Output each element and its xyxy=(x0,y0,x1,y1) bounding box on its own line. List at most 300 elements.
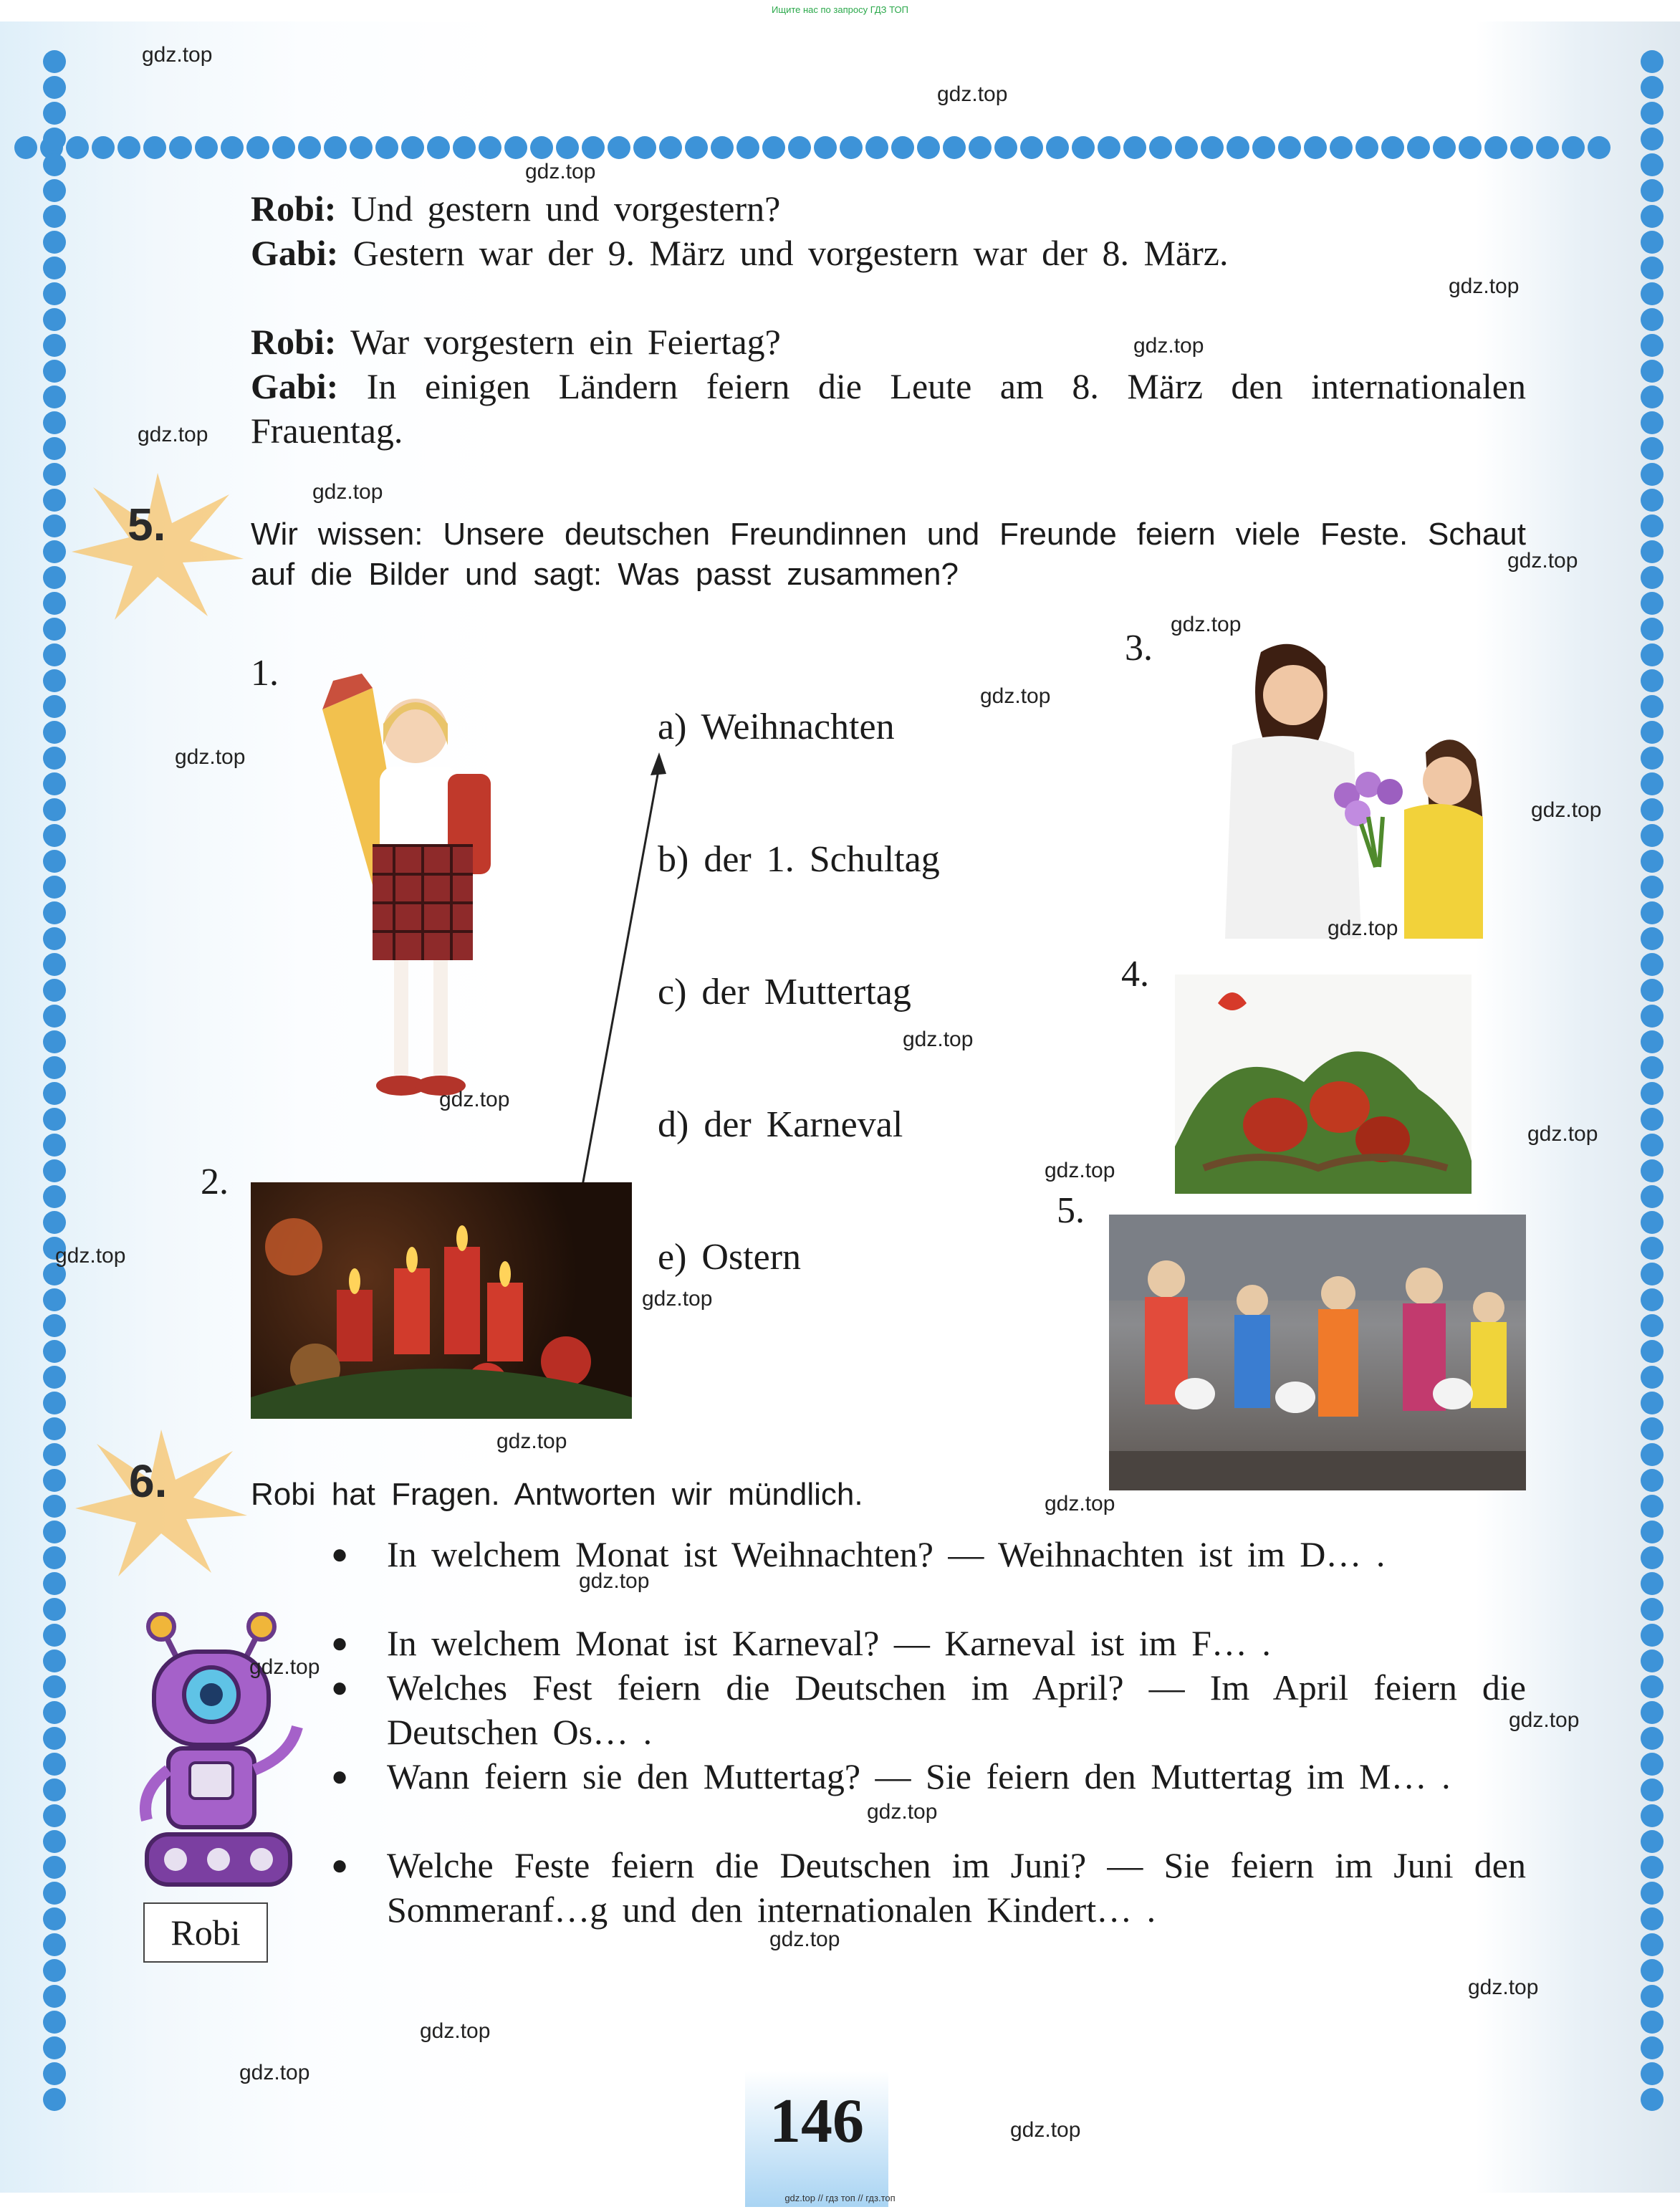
border-dot xyxy=(43,592,66,615)
border-dot xyxy=(994,136,1017,159)
border-dot xyxy=(43,50,66,73)
border-dot xyxy=(530,136,553,159)
question-2 xyxy=(331,1621,1526,1665)
border-dot xyxy=(43,1624,66,1647)
border-dot xyxy=(1641,2088,1664,2111)
page-number-tab xyxy=(745,2071,888,2207)
border-dot xyxy=(43,1521,66,1543)
task-number-6: 6. xyxy=(129,1455,168,1507)
textbook-page xyxy=(0,21,1680,2193)
border-dot xyxy=(43,1495,66,1518)
border-dot xyxy=(1641,1237,1664,1260)
watermark: gdz.top xyxy=(312,480,383,504)
border-dot xyxy=(43,721,66,744)
border-dot xyxy=(43,566,66,589)
border-dot xyxy=(43,1778,66,1801)
carnival-clowns-icon xyxy=(1109,1215,1526,1490)
border-dot xyxy=(1641,979,1664,1002)
border-dot xyxy=(43,876,66,899)
border-dot xyxy=(1304,136,1327,159)
border-dot xyxy=(711,136,734,159)
picture-number-5: 5. xyxy=(1057,1190,1085,1231)
border-dot xyxy=(43,850,66,873)
border-dot xyxy=(43,540,66,563)
border-dot xyxy=(43,772,66,795)
border-dot xyxy=(195,136,218,159)
border-dot xyxy=(43,2011,66,2034)
border-dot xyxy=(1641,1804,1664,1827)
border-dot xyxy=(788,136,811,159)
bullet-icon: ● xyxy=(331,1538,349,1570)
question-5 xyxy=(331,1843,1526,1932)
border-dot xyxy=(1355,136,1378,159)
border-dot xyxy=(117,136,140,159)
border-dot xyxy=(1641,257,1664,279)
border-dot xyxy=(43,1159,66,1182)
border-dot xyxy=(43,618,66,641)
border-dot xyxy=(43,643,66,666)
question-3 xyxy=(331,1665,1526,1754)
border-dot xyxy=(43,1675,66,1698)
border-dot xyxy=(1641,1340,1664,1363)
border-dot xyxy=(1641,772,1664,795)
border-dot xyxy=(43,1701,66,1724)
line-text: Gestern war der 9. März und vorgestern war der 8. März. xyxy=(352,233,1229,273)
dialogue-line-4 xyxy=(251,364,1526,453)
picture-number-1: 1. xyxy=(251,653,279,694)
border-dot xyxy=(1641,489,1664,512)
border-dot xyxy=(43,1804,66,1827)
border-dot xyxy=(1381,136,1404,159)
border-dot xyxy=(1641,386,1664,408)
border-dot xyxy=(298,136,321,159)
border-dot xyxy=(1641,1933,1664,1956)
border-dot xyxy=(43,2062,66,2085)
border-dot xyxy=(43,153,66,176)
watermark: gdz.top xyxy=(1133,334,1204,358)
border-dot xyxy=(1641,179,1664,202)
border-dot xyxy=(43,128,66,150)
border-dot xyxy=(14,136,37,159)
border-dot xyxy=(1641,2036,1664,2059)
border-dot xyxy=(43,2036,66,2059)
border-dot xyxy=(43,411,66,434)
border-dot xyxy=(43,1572,66,1595)
border-dot xyxy=(43,1753,66,1776)
border-dot xyxy=(1175,136,1198,159)
border-dot xyxy=(1641,824,1664,847)
border-dot xyxy=(43,1907,66,1930)
border-dot xyxy=(917,136,940,159)
border-dot xyxy=(1641,695,1664,718)
task6-instruction: Robi hat Fragen. Antworten wir mündlich. xyxy=(251,1477,863,1512)
border-dot xyxy=(43,1443,66,1466)
border-dot xyxy=(1641,1650,1664,1672)
border-dot xyxy=(1641,876,1664,899)
option-d: d) der Karneval xyxy=(658,1104,903,1145)
line-text: In einigen Ländern feiern die Leute am 8. März den internationalen Frauentag. xyxy=(251,366,1527,451)
border-dot xyxy=(43,824,66,847)
border-dot xyxy=(1641,721,1664,744)
border-dot xyxy=(1020,136,1043,159)
border-dot xyxy=(43,1856,66,1879)
option-b: b) der 1. Schultag xyxy=(658,839,940,880)
speaker: Robi: xyxy=(251,188,337,229)
border-dot xyxy=(1641,514,1664,537)
border-dot xyxy=(1641,901,1664,924)
border-dot xyxy=(43,437,66,460)
border-dot xyxy=(43,231,66,254)
dot-border-left xyxy=(43,50,72,2114)
border-dot xyxy=(1149,136,1172,159)
watermark: gdz.top xyxy=(175,745,246,769)
border-dot xyxy=(169,136,192,159)
border-dot xyxy=(1641,411,1664,434)
border-dot xyxy=(43,334,66,357)
watermark: gdz.top xyxy=(579,1569,650,1593)
border-dot xyxy=(1510,136,1533,159)
border-dot xyxy=(1459,136,1482,159)
watermark: gdz.top xyxy=(769,1928,840,1951)
option-e: e) Ostern xyxy=(658,1237,802,1278)
border-dot xyxy=(1641,927,1664,950)
border-dot xyxy=(556,136,579,159)
border-dot xyxy=(43,695,66,718)
question-4 xyxy=(331,1754,1526,1799)
watermark: gdz.top xyxy=(1527,1122,1598,1146)
border-dot xyxy=(1641,1134,1664,1157)
border-dot xyxy=(43,308,66,331)
border-dot xyxy=(1641,1521,1664,1543)
question-text: In welchem Monat ist Weihnachten? — Weihnachten ist im D… . xyxy=(387,1534,1386,1574)
border-dot xyxy=(43,953,66,976)
border-dot xyxy=(659,136,682,159)
border-dot xyxy=(1123,136,1146,159)
watermark: gdz.top xyxy=(1045,1159,1115,1182)
border-dot xyxy=(43,1392,66,1414)
border-dot xyxy=(840,136,863,159)
border-dot xyxy=(1641,1263,1664,1285)
border-dot xyxy=(1641,1159,1664,1182)
border-dot xyxy=(1641,463,1664,486)
border-dot xyxy=(1641,1314,1664,1337)
watermark: gdz.top xyxy=(903,1028,974,1051)
border-dot xyxy=(1641,1005,1664,1028)
border-dot xyxy=(1641,76,1664,99)
option-a: a) Weihnachten xyxy=(658,707,895,747)
border-dot xyxy=(1641,50,1664,73)
watermark: gdz.top xyxy=(1509,1708,1580,1732)
border-dot xyxy=(1641,540,1664,563)
page-number: 146 xyxy=(769,2087,864,2156)
border-dot xyxy=(1330,136,1353,159)
border-dot xyxy=(1641,1778,1664,1801)
border-dot xyxy=(43,979,66,1002)
border-dot xyxy=(43,901,66,924)
border-dot xyxy=(1641,1211,1664,1234)
watermark: gdz.top xyxy=(1328,916,1398,940)
border-dot xyxy=(43,1933,66,1956)
speaker: Gabi: xyxy=(251,233,339,273)
border-dot xyxy=(943,136,966,159)
border-dot xyxy=(43,747,66,770)
watermark: gdz.top xyxy=(55,1244,126,1268)
advent-candles-picture xyxy=(251,1182,632,1419)
mother-daughter-picture xyxy=(1189,638,1533,939)
border-dot xyxy=(685,136,708,159)
dot-border-right xyxy=(1641,50,1669,2114)
line-text: War vorgestern ein Feiertag? xyxy=(350,322,781,362)
border-dot xyxy=(43,1727,66,1750)
border-dot xyxy=(43,927,66,950)
watermark: gdz.top xyxy=(439,1088,510,1111)
dialogue-line-3 xyxy=(251,320,1526,364)
border-dot xyxy=(453,136,476,159)
bullet-icon: ● xyxy=(331,1671,349,1703)
border-dot xyxy=(43,1366,66,1389)
border-dot xyxy=(504,136,527,159)
border-dot xyxy=(1641,1443,1664,1466)
border-dot xyxy=(865,136,888,159)
border-dot xyxy=(1641,334,1664,357)
border-dot xyxy=(1227,136,1249,159)
border-dot xyxy=(43,205,66,228)
border-dot xyxy=(891,136,914,159)
watermark: gdz.top xyxy=(1507,549,1578,573)
border-dot xyxy=(1641,1727,1664,1750)
border-dot xyxy=(1641,1185,1664,1208)
border-dot xyxy=(1641,1959,1664,1982)
picture-number-2: 2. xyxy=(201,1162,229,1202)
border-dot xyxy=(1641,128,1664,150)
border-dot xyxy=(1641,1572,1664,1595)
picture-number-4: 4. xyxy=(1121,954,1149,995)
dialogue-line-1 xyxy=(251,186,1526,231)
border-dot xyxy=(350,136,373,159)
picture-number-3: 3. xyxy=(1125,628,1153,669)
border-dot xyxy=(1641,1056,1664,1079)
bullet-icon: ● xyxy=(331,1627,349,1659)
border-dot xyxy=(1641,1624,1664,1647)
border-dot xyxy=(1641,850,1664,873)
border-dot xyxy=(479,136,501,159)
question-1 xyxy=(331,1532,1526,1576)
border-dot xyxy=(43,463,66,486)
border-dot xyxy=(1201,136,1224,159)
border-dot xyxy=(1641,1907,1664,1930)
robi-label: Robi xyxy=(143,1902,268,1963)
border-dot xyxy=(143,136,166,159)
bullet-icon: ● xyxy=(331,1760,349,1792)
border-dot xyxy=(1046,136,1069,159)
border-dot xyxy=(43,1882,66,1905)
watermark: gdz.top xyxy=(1010,2118,1081,2142)
bottom-note: gdz.top // гдз топ // гдз.топ xyxy=(784,2193,896,2203)
border-dot xyxy=(1641,1882,1664,1905)
line-text: Und gestern und vorgestern? xyxy=(350,188,781,229)
border-dot xyxy=(1641,1108,1664,1131)
border-dot xyxy=(969,136,992,159)
border-dot xyxy=(1072,136,1095,159)
border-dot xyxy=(1433,136,1456,159)
border-dot xyxy=(43,360,66,383)
border-dot xyxy=(43,1108,66,1131)
border-dot xyxy=(1641,1030,1664,1053)
border-dot xyxy=(1641,1830,1664,1853)
border-dot xyxy=(43,1340,66,1363)
border-dot xyxy=(43,1985,66,2008)
border-dot xyxy=(1641,1598,1664,1621)
border-dot xyxy=(1641,669,1664,692)
dot-border-top xyxy=(14,136,1612,165)
border-dot xyxy=(43,514,66,537)
bullet-icon: ● xyxy=(331,1849,349,1881)
carnival-picture xyxy=(1109,1215,1526,1490)
border-dot xyxy=(582,136,605,159)
border-dot xyxy=(92,136,115,159)
border-dot xyxy=(43,1417,66,1440)
border-dot xyxy=(1641,153,1664,176)
border-dot xyxy=(1641,1675,1664,1698)
border-dot xyxy=(43,257,66,279)
border-dot xyxy=(1407,136,1430,159)
border-dot xyxy=(43,1134,66,1157)
border-dot xyxy=(43,76,66,99)
border-dot xyxy=(1536,136,1559,159)
border-dot xyxy=(1641,205,1664,228)
watermark: gdz.top xyxy=(1531,798,1602,822)
border-dot xyxy=(43,669,66,692)
border-dot xyxy=(1641,1753,1664,1776)
border-dot xyxy=(43,1211,66,1234)
border-dot xyxy=(1641,1082,1664,1105)
border-dot xyxy=(43,1598,66,1621)
border-dot xyxy=(43,1288,66,1311)
border-dot xyxy=(1641,231,1664,254)
watermark: gdz.top xyxy=(1468,1976,1539,1999)
border-dot xyxy=(1641,747,1664,770)
border-dot xyxy=(1641,1701,1664,1724)
border-dot xyxy=(43,386,66,408)
border-dot xyxy=(1484,136,1507,159)
border-dot xyxy=(43,1185,66,1208)
watermark: gdz.top xyxy=(937,82,1008,106)
border-dot xyxy=(246,136,269,159)
border-dot xyxy=(1641,2011,1664,2034)
watermark: gdz.top xyxy=(496,1430,567,1453)
border-dot xyxy=(1641,953,1664,976)
border-dot xyxy=(43,1314,66,1337)
watermark: gdz.top xyxy=(1045,1492,1115,1516)
border-dot xyxy=(762,136,785,159)
easter-eggs-picture xyxy=(1175,975,1472,1194)
border-dot xyxy=(1641,1856,1664,1879)
candles-icon xyxy=(251,1182,632,1419)
border-dot xyxy=(1641,798,1664,821)
easter-eggs-icon xyxy=(1175,975,1472,1194)
border-dot xyxy=(43,1469,66,1492)
watermark: gdz.top xyxy=(642,1287,713,1311)
border-dot xyxy=(43,1546,66,1569)
border-dot xyxy=(1641,1392,1664,1414)
border-dot xyxy=(1562,136,1585,159)
border-dot xyxy=(43,179,66,202)
watermark: gdz.top xyxy=(867,1800,938,1824)
task-number-5: 5. xyxy=(128,499,166,550)
border-dot xyxy=(1641,566,1664,589)
border-dot xyxy=(1641,592,1664,615)
border-dot xyxy=(1641,1546,1664,1569)
question-text: Welche Feste feiern die Deutschen im Juni? — Sie feiern im Juni den Sommeranf…g und den internationalen Kindert… . xyxy=(387,1845,1526,1930)
watermark: gdz.top xyxy=(980,684,1051,708)
watermark: gdz.top xyxy=(1449,274,1520,298)
border-dot xyxy=(1588,136,1611,159)
border-dot xyxy=(1641,643,1664,666)
border-dot xyxy=(1641,2062,1664,2085)
border-dot xyxy=(43,102,66,125)
watermark: gdz.top xyxy=(142,43,213,67)
border-dot xyxy=(43,1830,66,1853)
top-strip xyxy=(0,0,1680,21)
border-dot xyxy=(1278,136,1301,159)
border-dot xyxy=(1641,618,1664,641)
schoolgirl-picture xyxy=(294,666,509,1125)
watermark: gdz.top xyxy=(249,1655,320,1679)
border-dot xyxy=(736,136,759,159)
border-dot xyxy=(1098,136,1120,159)
border-dot xyxy=(1641,282,1664,305)
border-dot xyxy=(608,136,630,159)
question-text: Welches Fest feiern die Deutschen im April? — Im April feiern die Deutschen Os… . xyxy=(387,1667,1526,1752)
option-c: c) der Muttertag xyxy=(658,972,911,1012)
watermark: gdz.top xyxy=(138,423,208,446)
border-dot xyxy=(427,136,450,159)
border-dot xyxy=(1641,437,1664,460)
border-dot xyxy=(1641,1495,1664,1518)
watermark: gdz.top xyxy=(420,2019,491,2043)
watermark: gdz.top xyxy=(239,2061,310,2084)
border-dot xyxy=(1641,1288,1664,1311)
border-dot xyxy=(633,136,656,159)
border-dot xyxy=(1641,1417,1664,1440)
border-dot xyxy=(401,136,424,159)
border-dot xyxy=(1641,1469,1664,1492)
border-dot xyxy=(1641,1985,1664,2008)
border-dot xyxy=(1641,360,1664,383)
border-dot xyxy=(43,1959,66,1982)
question-text: Wann feiern sie den Muttertag? — Sie feiern den Muttertag im M… . xyxy=(387,1756,1451,1796)
top-note: Ищите нас по запросу ГДЗ ТОП xyxy=(772,4,908,15)
border-dot xyxy=(43,2088,66,2111)
border-dot xyxy=(43,1056,66,1079)
border-dot xyxy=(43,798,66,821)
border-dot xyxy=(1641,102,1664,125)
speaker: Gabi: xyxy=(251,366,339,406)
border-dot xyxy=(43,1082,66,1105)
border-dot xyxy=(1641,1366,1664,1389)
border-dot xyxy=(375,136,398,159)
question-text: In welchem Monat ist Karneval? — Karneval ist im F… . xyxy=(387,1623,1271,1663)
task5-instruction: Wir wissen: Unsere deutschen Freundinnen und Freunde feiern viele Feste. Schaut auf die Bilder und sagt: Was passt zusammen? xyxy=(251,517,1526,592)
border-dot xyxy=(43,1005,66,1028)
dialogue-line-2 xyxy=(251,231,1526,275)
border-dot xyxy=(43,1030,66,1053)
border-dot xyxy=(43,489,66,512)
border-dot xyxy=(1641,308,1664,331)
border-dot xyxy=(324,136,347,159)
border-dot xyxy=(221,136,244,159)
border-dot xyxy=(814,136,837,159)
